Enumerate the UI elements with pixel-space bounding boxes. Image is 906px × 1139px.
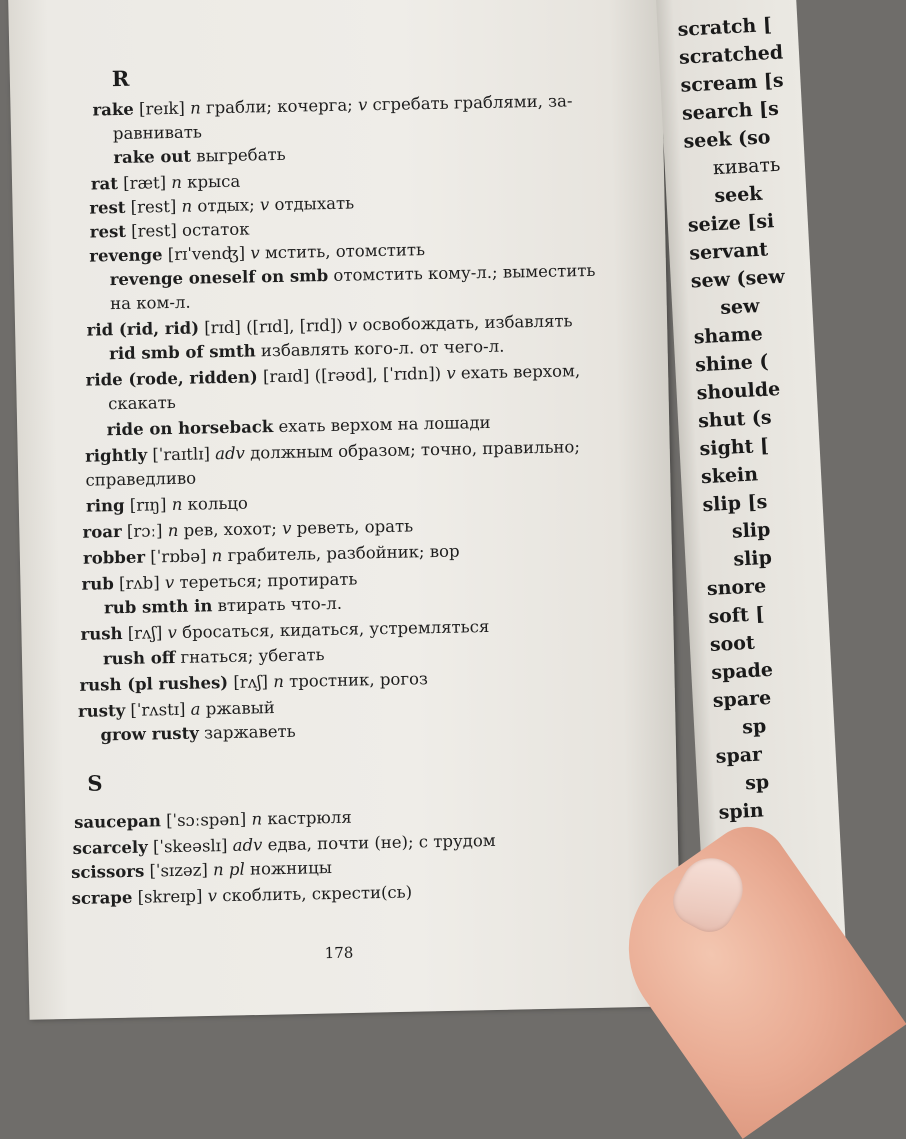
right-page-fragment: spin <box>718 799 765 824</box>
right-page-fragment: spade <box>710 658 774 684</box>
definition: ехать верхом на лошади <box>278 412 491 436</box>
part-of-speech: n <box>189 98 201 118</box>
definition: едва, почти (не); с трудом <box>267 830 496 855</box>
transcription: [raɪd] ([rəʊd], [ˈrɪdn]) <box>262 363 442 387</box>
headword: rush off <box>102 648 176 669</box>
section-r-entry <box>92 91 572 119</box>
right-page-fragment: shine ( <box>694 350 769 377</box>
part-of-speech: n <box>211 546 223 566</box>
definition-continuation: на ком-л. <box>110 292 191 314</box>
headword: rest <box>89 221 127 242</box>
section-s-entry <box>74 808 352 832</box>
part-of-speech: v <box>357 95 368 115</box>
part-of-speech: v <box>250 243 260 263</box>
part-of-speech: n <box>171 172 183 192</box>
right-page-fragment: slip [s <box>701 490 768 517</box>
headword: ride on horseback <box>106 417 274 440</box>
part-of-speech: v <box>347 315 358 335</box>
section-letter-r: R <box>111 65 130 92</box>
section-r-entry <box>87 311 573 339</box>
definition: отдыхать <box>274 193 355 215</box>
part-of-speech: v <box>167 622 178 643</box>
part-of-speech: v <box>164 573 175 593</box>
part-of-speech: n <box>181 196 193 216</box>
right-page-fragment: sew (sew <box>690 265 786 293</box>
section-r-entry <box>110 261 596 289</box>
section-r-entry <box>85 361 580 389</box>
transcription: [ræt] <box>122 173 167 193</box>
headword: rightly <box>84 445 148 466</box>
section-r-entry <box>106 413 490 439</box>
page-number: 178 <box>324 943 354 963</box>
right-page-fragment: servant <box>688 238 769 265</box>
headword: ring <box>85 495 125 516</box>
transcription: [skreɪp] <box>137 886 203 907</box>
right-page-fragment: shoulde <box>696 378 781 405</box>
right-page-fragment: scratched <box>678 41 784 69</box>
transcription: [ˈrɒbə] <box>150 546 207 567</box>
part-of-speech: adv <box>215 443 246 464</box>
headword: rid smb of smth <box>108 341 256 364</box>
right-page-fragment: sp <box>741 715 767 739</box>
right-page-fragment: seize [si <box>687 210 775 237</box>
part-of-speech: n <box>273 671 285 692</box>
definition: рев, хохот; <box>183 519 278 540</box>
part-of-speech: v <box>446 363 456 383</box>
right-page-fragment: slip <box>731 518 771 543</box>
definition: освобождать, избавлять <box>362 311 573 335</box>
definition: тростник, рогоз <box>288 669 429 691</box>
definition: грабитель, разбойник; вор <box>227 541 460 565</box>
definition: кольцо <box>187 493 249 514</box>
definition: гнаться; убегать <box>180 645 325 667</box>
right-page-fragment: skein <box>700 463 759 489</box>
headword: roar <box>82 522 122 542</box>
headword: grow rusty <box>100 723 200 745</box>
definition: крыса <box>187 171 241 192</box>
right-page-fragment: seek <box>713 182 763 208</box>
section-r-entry <box>81 569 357 593</box>
right-page-fragment: snore <box>706 575 767 601</box>
definition: отдых; <box>197 195 255 216</box>
section-r-entry <box>113 145 286 167</box>
right-page-fragment: soot <box>709 631 756 657</box>
definition: кастрюля <box>267 807 352 829</box>
right-page-fragment: slip <box>732 546 773 571</box>
definition: избавлять кого-л. от чего-л. <box>260 336 505 361</box>
transcription: [ˈsɪzəz] <box>149 860 208 881</box>
transcription: [reɪk] <box>138 98 186 119</box>
right-page-fragment: scratch [ <box>677 13 773 41</box>
definition: остаток <box>181 219 250 240</box>
definition-continuation: справедливо <box>85 468 197 490</box>
part-of-speech: v <box>207 886 218 906</box>
section-r-entry <box>100 722 296 745</box>
headword: rat <box>90 174 119 194</box>
definition: отомстить кому-л.; выместить <box>333 260 596 285</box>
definition-continuation: скакать <box>107 392 176 414</box>
part-of-speech: n pl <box>212 859 245 880</box>
headword: rid (rid, rid) <box>86 318 200 340</box>
transcription: [rɪŋ] <box>129 495 167 515</box>
transcription: [rʌʃ] <box>127 623 163 643</box>
headword: rush (pl rushes) <box>79 672 229 695</box>
definition: грабли; кочерга; <box>205 95 353 118</box>
right-page-fragment: shame <box>693 322 764 349</box>
section-s-entry <box>71 882 412 908</box>
section-s-entry <box>71 858 332 882</box>
transcription: [rest] <box>130 196 177 217</box>
transcription: [rest] <box>130 220 177 241</box>
headword: scissors <box>70 861 145 883</box>
right-page-fragment: sp <box>744 771 770 795</box>
section-r-entry <box>83 542 460 568</box>
transcription: [ˈsɔːspən] <box>165 809 247 831</box>
headword: scrape <box>71 887 133 909</box>
part-of-speech: a <box>190 699 201 719</box>
section-s-entry <box>72 831 495 858</box>
headword: rake out <box>113 146 192 168</box>
headword: rake <box>92 99 134 120</box>
right-page-fragment: search [s <box>681 97 780 125</box>
transcription: [ˈrʌstɪ] <box>130 699 186 720</box>
definition: втирать что-л. <box>217 593 343 616</box>
transcription: [ˈskeəslɪ] <box>152 836 228 857</box>
headword: saucepan <box>73 811 162 832</box>
definition: ржавый <box>205 698 275 719</box>
section-letter-s: S <box>87 770 103 796</box>
transcription: [rʌb] <box>118 573 160 594</box>
headword: revenge <box>89 245 163 266</box>
headword: scarcely <box>72 837 148 859</box>
definition-continuation: равнивать <box>112 122 203 144</box>
section-r-entry <box>109 337 505 364</box>
section-r-entry <box>89 193 354 217</box>
section-r-entry <box>89 240 425 265</box>
right-page-fragment: shut (s <box>697 406 773 433</box>
transcription: [ˈraɪtlɪ] <box>152 444 211 465</box>
part-of-speech: n <box>251 809 263 829</box>
definition: ехать верхом, <box>460 361 581 383</box>
headword: rush <box>80 624 123 644</box>
definition: мстить, отомстить <box>264 240 426 263</box>
right-page-fragment: sight [ <box>699 434 770 461</box>
transcription: [rɪd] ([rɪd], [rɪd]) <box>204 315 343 338</box>
section-r-entry <box>86 494 248 516</box>
headword: rusty <box>77 700 126 721</box>
definition: бросаться, кидаться, устремляться <box>181 616 490 642</box>
part-of-speech: v <box>259 195 270 215</box>
headword: rub <box>81 574 114 594</box>
definition: выгребать <box>196 144 286 166</box>
headword: ride (rode, ridden) <box>85 367 258 390</box>
section-r-entry <box>85 437 580 465</box>
part-of-speech: adv <box>232 835 263 855</box>
right-page-fragment: кивать <box>712 153 781 180</box>
headword: rub smth in <box>103 596 213 618</box>
section-r-entry <box>91 172 241 194</box>
definition: реветь, орать <box>296 516 414 538</box>
section-r-entry <box>103 645 325 668</box>
headword: rest <box>89 197 126 218</box>
section-r-entry <box>90 219 250 241</box>
right-page-fragment: soft [ <box>707 603 765 629</box>
right-page-fragment: seek (so <box>682 126 771 153</box>
right-page-fragment: spare <box>712 686 772 712</box>
part-of-speech: v <box>281 518 292 538</box>
section-r-entry <box>104 594 342 618</box>
definition: сгребать граблями, за- <box>372 91 573 115</box>
right-page-fragment: spar <box>715 743 763 768</box>
section-r-entry <box>79 669 428 695</box>
definition: заржаветь <box>203 721 296 743</box>
definition: должным образом; точно, правильно; <box>249 437 581 463</box>
part-of-speech: n <box>167 520 179 541</box>
section-r-entry <box>80 617 489 644</box>
right-page-fragment: sew <box>719 295 760 320</box>
right-page-fragment: scream [s <box>679 69 785 97</box>
headword: robber <box>82 547 146 568</box>
headword: revenge oneself on smb <box>109 265 329 290</box>
definition: ножницы <box>249 858 333 879</box>
definition: тереться; протирать <box>179 569 358 592</box>
definition: скоблить, скрести(сь) <box>222 882 413 906</box>
transcription: [rɔː] <box>126 521 163 541</box>
transcription: [rʌʃ] <box>233 672 269 692</box>
transcription: [rɪˈvenʤ] <box>167 243 246 265</box>
section-r-entry <box>78 698 275 721</box>
section-r-entry <box>82 516 413 541</box>
part-of-speech: n <box>171 494 183 515</box>
